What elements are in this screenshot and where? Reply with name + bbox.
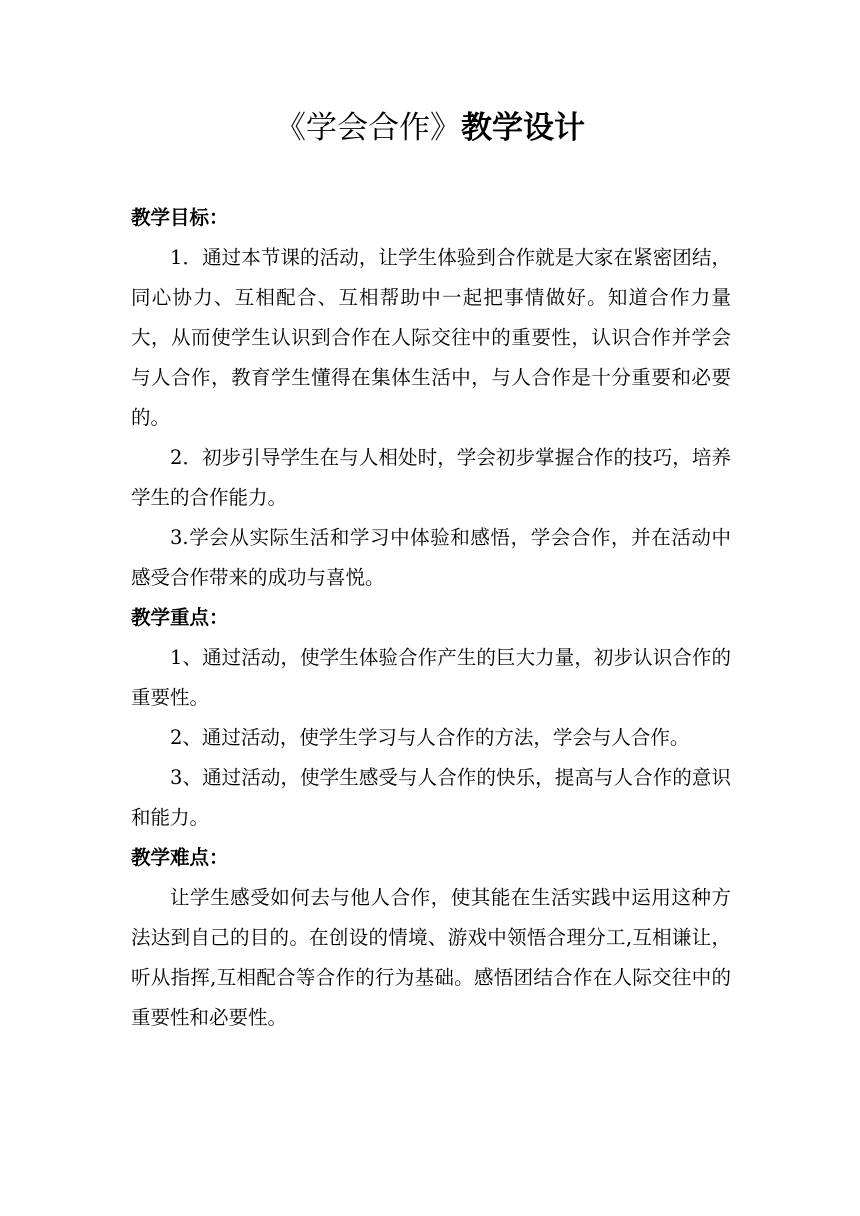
goal-item-3: 3.学会从实际生活和学习中体验和感悟，学会合作，并在活动中感受合作带来的成功与喜悦。 (131, 526, 731, 589)
difficulty-item-1: 让学生感受如何去与他人合作，使其能在生活实践中运用这种方法达到自己的目的。在创设的情境、游戏中领悟合理分工,互相谦让，听从指挥,互相配合等合作的行为基础。感悟团结合作在人际交往中的重要性和必要性。 (131, 886, 731, 1029)
section-heading-goals: 教学目标： (131, 206, 229, 229)
key-point-item-2: 2、通过活动，使学生学习与人合作的方法，学会与人合作。 (170, 726, 690, 749)
section-heading-key-points: 教学重点： (131, 606, 229, 629)
section-heading-difficulties: 教学难点： (131, 846, 229, 869)
title-bold: 教学设计 (461, 110, 585, 146)
goal-item-1: 1．通过本节课的活动，让学生体验到合作就是大家在紧密团结，同心协力、互相配合、互相帮助中一起把事情做好。知道合作力量大，从而使学生认识到合作在人际交往中的重要性，认识合作并学会与人合作，教育学生懂得在集体生活中，与人合作是十分重要和必要的。 (131, 246, 731, 429)
document-body (131, 198, 731, 1038)
title-plain: 《学会合作》 (275, 110, 461, 146)
key-point-item-1: 1、通过活动，使学生体验合作产生的巨大力量，初步认识合作的重要性。 (131, 646, 731, 709)
document-title (0, 106, 860, 150)
key-point-item-3: 3、通过活动，使学生感受与人合作的快乐，提高与人合作的意识和能力。 (131, 766, 731, 829)
goal-item-2: 2．初步引导学生在与人相处时，学会初步掌握合作的技巧，培养学生的合作能力。 (131, 446, 731, 509)
